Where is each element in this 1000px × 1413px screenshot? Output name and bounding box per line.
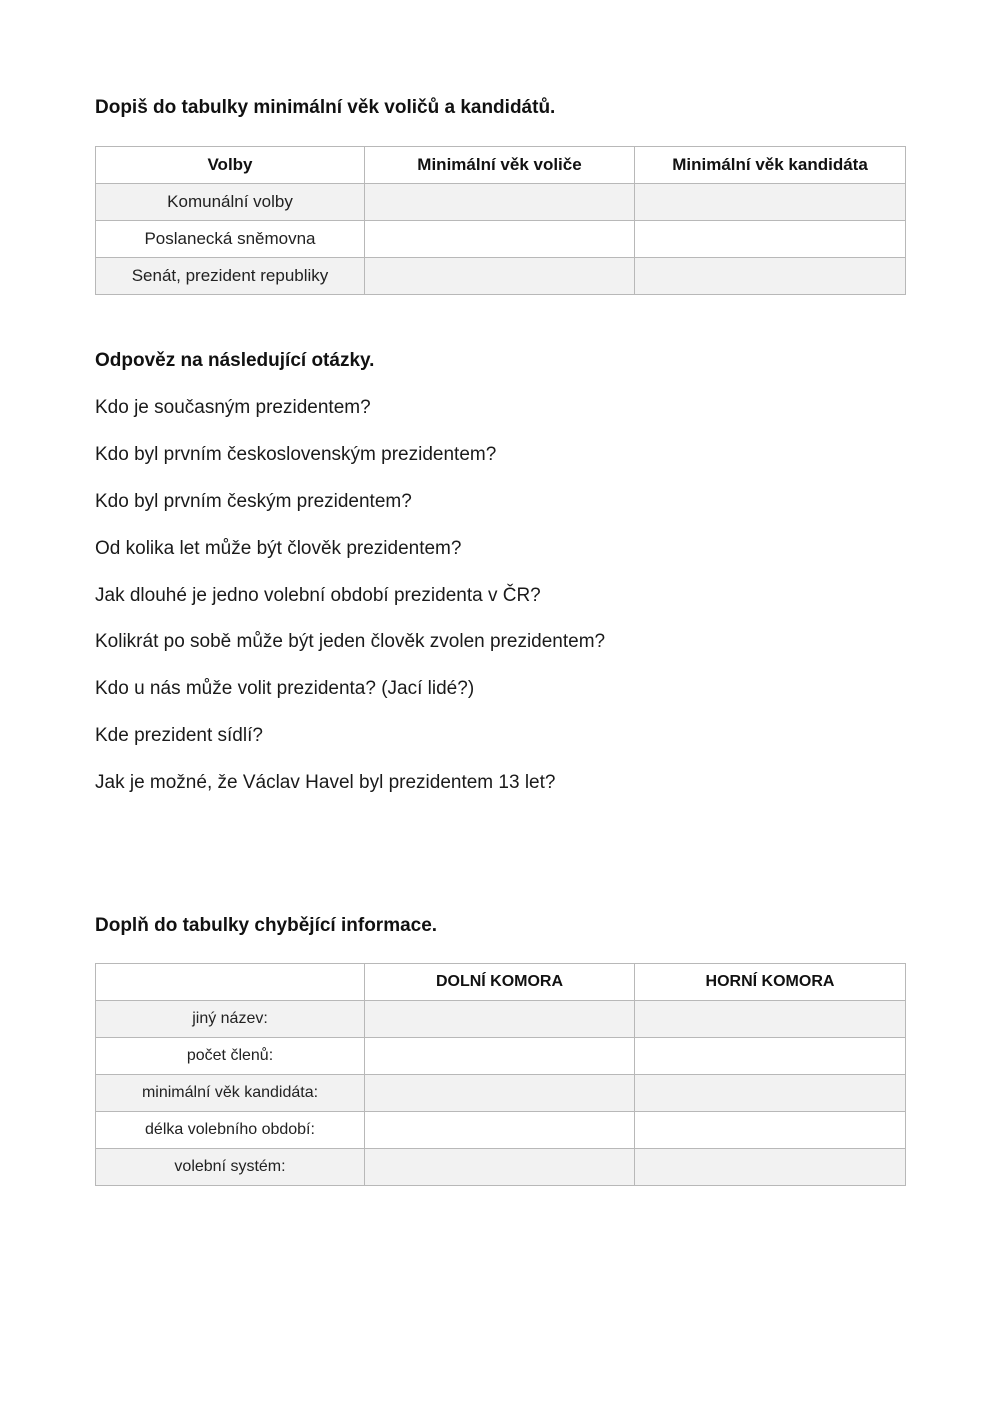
lower-chamber-input-cell[interactable]: [365, 1038, 635, 1075]
question-item: Od kolika let může být člověk prezidentem?: [95, 538, 462, 559]
upper-chamber-input-cell[interactable]: [635, 1001, 906, 1038]
candidate-age-input-cell[interactable]: [635, 184, 906, 221]
section1-heading: Dopiš do tabulky minimální věk voličů a kandidátů.: [95, 97, 556, 118]
table-row: [96, 1075, 906, 1112]
row-label: volební systém:: [96, 1149, 365, 1186]
question-item: Jak je možné, že Václav Havel byl prezidentem 13 let?: [95, 772, 556, 793]
column-header-volby: Volby: [96, 147, 365, 184]
row-label: jiný název:: [96, 1001, 365, 1038]
column-header-upper-chamber: HORNÍ KOMORA: [635, 964, 906, 1001]
question-item: Kdo u nás může volit prezidenta? (Jací lidé?): [95, 678, 475, 699]
table-row: [96, 1149, 906, 1186]
question-item: Kdo byl prvním československým prezidentem?: [95, 444, 497, 465]
column-header-empty: [96, 964, 365, 1001]
column-header-voter-age: Minimální věk voliče: [365, 147, 635, 184]
lower-chamber-input-cell[interactable]: [365, 1112, 635, 1149]
table-row: [96, 1001, 906, 1038]
table-row: [96, 258, 906, 295]
table-header-row: [96, 964, 906, 1001]
row-label: Senát, prezident republiky: [96, 258, 365, 295]
chamber-info-table: [95, 963, 906, 1186]
table-row: [96, 221, 906, 258]
upper-chamber-input-cell[interactable]: [635, 1149, 906, 1186]
section2-heading: Odpověz na následující otázky.: [95, 350, 375, 371]
row-label: počet členů:: [96, 1038, 365, 1075]
table-row: [96, 1038, 906, 1075]
question-item: Kde prezident sídlí?: [95, 725, 263, 746]
question-item: Kdo je současným prezidentem?: [95, 397, 371, 418]
lower-chamber-input-cell[interactable]: [365, 1075, 635, 1112]
section3-heading: Doplň do tabulky chybějící informace.: [95, 915, 438, 936]
upper-chamber-input-cell[interactable]: [635, 1038, 906, 1075]
row-label: délka volebního období:: [96, 1112, 365, 1149]
upper-chamber-input-cell[interactable]: [635, 1112, 906, 1149]
table-header-row: [96, 147, 906, 184]
candidate-age-input-cell[interactable]: [635, 258, 906, 295]
voter-age-input-cell[interactable]: [365, 221, 635, 258]
candidate-age-input-cell[interactable]: [635, 221, 906, 258]
column-header-lower-chamber: DOLNÍ KOMORA: [365, 964, 635, 1001]
row-label: Poslanecká sněmovna: [96, 221, 365, 258]
row-label: Komunální volby: [96, 184, 365, 221]
upper-chamber-input-cell[interactable]: [635, 1075, 906, 1112]
table-row: [96, 184, 906, 221]
question-item: Kolikrát po sobě může být jeden člověk zvolen prezidentem?: [95, 631, 606, 652]
lower-chamber-input-cell[interactable]: [365, 1149, 635, 1186]
table-row: [96, 1112, 906, 1149]
row-label: minimální věk kandidáta:: [96, 1075, 365, 1112]
question-item: Kdo byl prvním českým prezidentem?: [95, 491, 412, 512]
question-item: Jak dlouhé je jedno volební období prezidenta v ČR?: [95, 585, 541, 606]
lower-chamber-input-cell[interactable]: [365, 1001, 635, 1038]
voter-age-table: [95, 146, 906, 295]
column-header-candidate-age: Minimální věk kandidáta: [635, 147, 906, 184]
voter-age-input-cell[interactable]: [365, 258, 635, 295]
voter-age-input-cell[interactable]: [365, 184, 635, 221]
